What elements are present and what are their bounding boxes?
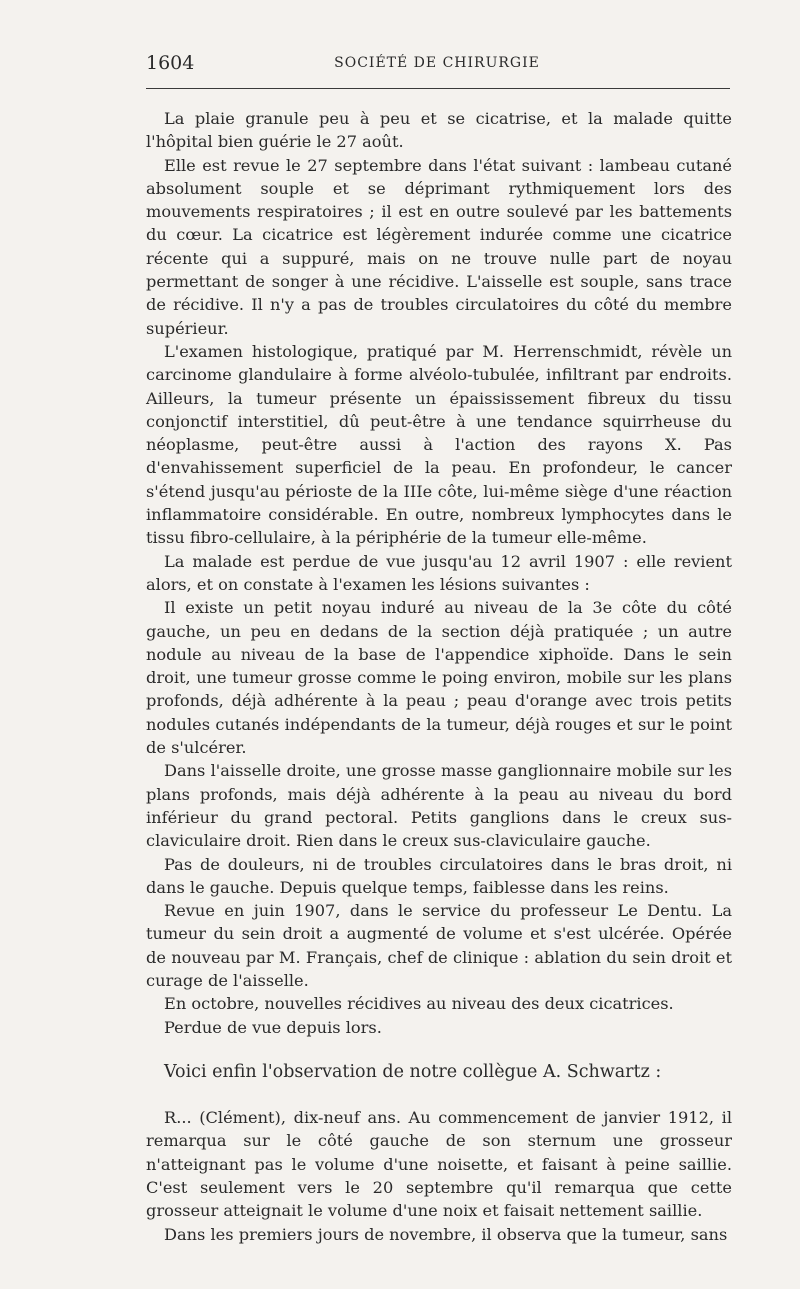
- paragraph: Pas de douleurs, ni de troubles circulatoires dans le bras droit, ni dans le gauche. Depuis quelque temps, faiblesse dans les reins.: [146, 854, 732, 897]
- paragraph: La plaie granule peu à peu et se cicatrise, et la malade quitte l'hôpital bien guérie le 27 août.: [146, 109, 732, 152]
- paragraph: Dans l'aisselle droite, une grosse masse ganglionnaire mobile sur les plans profonds, mais déjà adhérente à la peau au niveau du bord inférieur du grand pectoral. Petits ganglions dans le creux sus-claviculaire droit. Rien dans le creux sus-claviculaire gauche.: [146, 761, 732, 851]
- section-subheading: Voici enfin l'observation de notre collègue A. Schwartz :: [164, 1061, 662, 1082]
- paragraph: Perdue de vue depuis lors.: [164, 1017, 382, 1037]
- paragraph: En octobre, nouvelles récidives au niveau des deux cicatrices.: [164, 994, 674, 1014]
- body-text: [146, 107, 732, 1246]
- header-rule: [146, 88, 730, 89]
- page-header: [146, 52, 728, 80]
- paragraph: La malade est perdue de vue jusqu'au 12 avril 1907 : elle revient alors, et on constate à l'examen les lésions suivantes :: [146, 551, 732, 594]
- paragraph: Il existe un petit noyau induré au niveau de la 3e côte du côté gauche, un peu en dedans de la section déjà pratiquée ; un autre nodule au niveau de la base de l'appendice xiphoïde. Dans le sein droit, une tumeur grosse comme le poing environ, mobile sur les plans profonds, déjà adhérente à la peau ; peau d'orange avec trois petits nodules cutanés indépendants de la tumeur, déjà rouges et sur le point de s'ulcérer.: [146, 598, 732, 758]
- paragraph: Revue en juin 1907, dans le service du professeur Le Dentu. La tumeur du sein droit a augmenté de volume et s'est ulcérée. Opérée de nouveau par M. Français, chef de clinique : ablation du sein droit et curage de l'aisselle.: [146, 901, 732, 990]
- paragraph: R... (Clément), dix-neuf ans. Au commencement de janvier 1912, il remarqua sur le côté gauche de son sternum une grosseur n'atteignant pas le volume d'une noisette, et faisant à peine saillie. C'est seulement vers le 20 septembre qu'il remarqua que cette grosseur atteignait le volume d'une noix et faisait nettement saillie.: [146, 1108, 732, 1221]
- paragraph: Dans les premiers jours de novembre, il observa que la tumeur, sans: [164, 1224, 728, 1244]
- page-number: 1604: [146, 52, 195, 74]
- paragraph: Elle est revue le 27 septembre dans l'état suivant : lambeau cutané absolument souple et se déprimant rythmiquement lors des mouvements respiratoires ; il est en outre soulevé par les battements du cœur. La cicatrice est légèrement indurée comme une cicatrice récente qui a suppuré, mais on ne trouve nulle part de noyau permettant de songer à une récidive. L'aisselle est souple, sans trace de récidive. Il n'y a pas de troubles circulatoires du côté du membre supérieur.: [146, 155, 732, 338]
- paragraph: L'examen histologique, pratiqué par M. Herrenschmidt, révèle un carcinome glandulaire à forme alvéolo-tubulée, infiltrant par endroits. Ailleurs, la tumeur présente un épaississement fibreux du tissu conjonctif interstitiel, dû peut-être à une tendance squirrheuse du néoplasme, peut-être aussi à l'action des rayons X. Pas d'envahissement superficiel de la peau. En profondeur, le cancer s'étend jusqu'au périoste de la IIIe côte, lui-même siège d'une réaction inflammatoire considérable. En outre, nombreux lymphocytes dans le tissu fibro-cellulaire, à la périphérie de la tumeur elle-même.: [146, 341, 732, 548]
- running-head: SOCIÉTÉ DE CHIRURGIE: [334, 55, 540, 71]
